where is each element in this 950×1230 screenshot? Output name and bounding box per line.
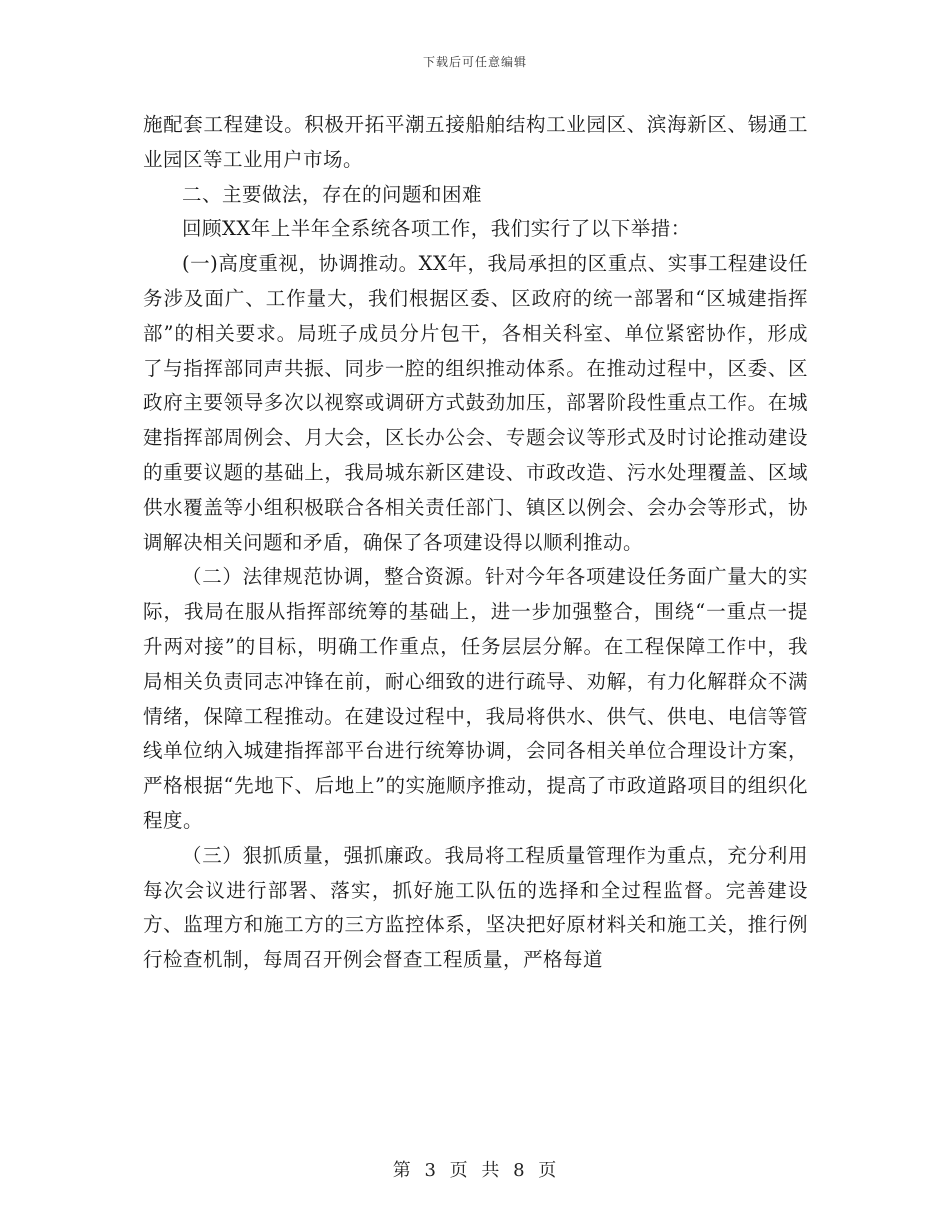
document-body [143, 108, 808, 978]
footer-total-word: 共 [481, 1160, 501, 1181]
paragraph-intro: 回顾XX年上半年全系统各项工作，我们实行了以下举措： [182, 217, 691, 241]
footer-prefix: 第 [392, 1160, 412, 1181]
footer-current-page: 3 [424, 1160, 437, 1181]
paragraph-item-1: (一)高度重视，协调推动。XX年，我局承担的区重点、实事工程建设任务涉及面广、工作量大，我们根据区委、区政府的统一部署和“区城建指挥部”的相关要求。局班子成员分片包干，各相关科室、单位紧密协作，形成了与指挥部同声共振、同步一腔的组织推动体系。在推动过程中，区委、区政府主要领导多次以视察或调研方式鼓劲加压，部署阶段性重点工作。在城建指挥部周例会、月大会，区长办公会、专题会议等形式及时讨论推动建设的重要议题的基础上，我局城东新区建设、市政改造、污水处理覆盖、区域供水覆盖等小组积极联合各相关责任部门、镇区以例会、会办会等形式，协调解决相关问题和矛盾，确保了各项建设得以顺利推动。 [143, 252, 808, 554]
paragraph-continuation: 施配套工程建设。积极开拓平潮五接船舶结构工业园区、滨海新区、锡通工业园区等工业用户市场。 [143, 113, 808, 171]
footer-suffix: 页 [538, 1160, 558, 1181]
section-heading: 二、主要做法，存在的问题和困难 [182, 182, 483, 206]
header-note: 下载后可任意编辑 [422, 55, 527, 69]
footer-total-pages: 8 [513, 1160, 526, 1181]
paragraph-item-3: （三）狠抓质量，强抓廉政。我局将工程质量管理作为重点，充分利用每次会议进行部署、落实，抓好施工队伍的选择和全过程监督。完善建设方、监理方和施工方的三方监控体系，坚决把好原材料关和施工关，推行例行检查机制，每周召开例会督查工程质量，严格每道 [143, 843, 808, 972]
page-footer [0, 1156, 950, 1182]
paragraph-item-2: （二）法律规范协调，整合资源。针对今年各项建设任务面广量大的实际，我局在服从指挥部统筹的基础上，进一步加强整合，围绕“一重点一提升两对接”的目标，明确工作重点，任务层层分解。在工程保障工作中，我局相关负责同志冲锋在前，耐心细致的进行疏导、劝解，有力化解群众不满情绪，保障工程推动。在建设过程中，我局将供水、供气、供电、电信等管线单位纳入城建指挥部平台进行统筹协调，会同各相关单位合理设计方案，严格根据“先地下、后地上”的实施顺序推动，提高了市政道路项目的组织化程度。 [143, 565, 808, 832]
footer-page-word: 页 [449, 1160, 469, 1181]
